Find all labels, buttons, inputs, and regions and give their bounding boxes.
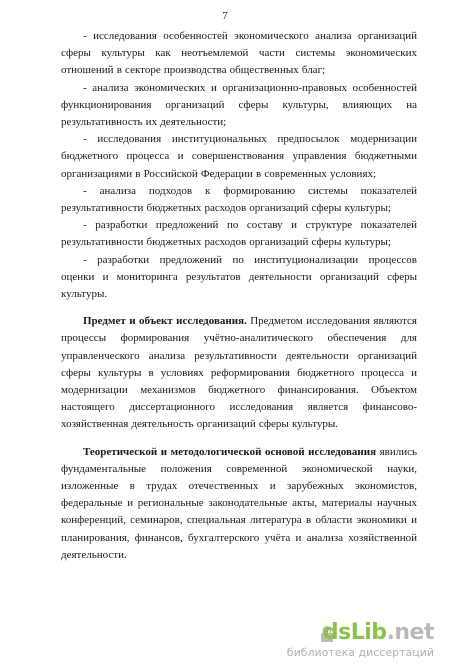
paragraph-text: - разработки предложений по институционализации процессов оценки и мониторинга результатов деятельности организаций сферы культуры.	[61, 253, 417, 301]
watermark-logo	[323, 621, 434, 645]
page-number: 7	[222, 10, 228, 22]
paragraph-text: - анализа подходов к формированию системы показателей результативности бюджетных расходов организаций сферы культуры;	[61, 184, 417, 215]
paragraph-goal-5	[61, 217, 417, 251]
watermark-logo-suffix: .net	[386, 620, 434, 645]
paragraph-text: - исследования особенностей экономического анализа организаций сферы культуры как неотъемлемой части системы экономических отношений в секторе производства общественных благ;	[61, 30, 417, 77]
paragraph-subject-object	[61, 313, 417, 433]
paragraph-methodology	[61, 444, 417, 564]
paragraph-text: явились фундаментальные положения современной экономической науки, изложенные в трудах отечественных и зарубежных экономистов, федеральные и региональные законодательные акты, материалы научных конференций, семинаров, специальная литература в области экономики и планирования, финансов, бухгалтерского учёта и анализа хозяйственной деятельности.	[61, 445, 417, 561]
paragraph-text: - разработки предложений по составу и структуре показателей результативности бюджетных расходов организаций сферы культуры;	[61, 219, 417, 249]
paragraph-goal-6	[61, 252, 417, 304]
document-body	[61, 28, 417, 564]
paragraph-lead: Теоретической и методологической основой исследования	[83, 445, 377, 458]
watermark-subtitle: библиотека диссертаций	[286, 646, 434, 659]
paragraph-text: - исследования институциональных предпосылок модернизации бюджетного процесса и совершенствования управления бюджетными организациями в Российской Федерации в современных условиях;	[61, 133, 417, 180]
paragraph-text: - анализа экономических и организационно-правовых особенностей функционирования организаций сферы культуры, влияющих на результативность их деятельности;	[61, 81, 417, 129]
paragraph-goal-4	[61, 183, 417, 217]
watermark-logo-main: dsLib	[322, 620, 387, 645]
paragraph-goal-3	[61, 131, 417, 183]
dslib-watermark	[286, 620, 434, 661]
paragraph-text: Предметом исследования являются процессы формирования учётно-аналитического обеспечения для управленческого анализа результативности деятельности организаций сферы культуры в условиях реформирования бюджетного процесса и модернизации механизмов бюджетного финансирования. Объектом настоящего диссертационного исследования является финансово-хозяйственная деятельность организаций сферы культуры.	[61, 315, 417, 431]
paragraph-goal-2	[61, 80, 417, 132]
paragraph-lead: Предмет и объект исследования.	[83, 315, 247, 328]
paragraph-goal-1	[61, 28, 417, 80]
